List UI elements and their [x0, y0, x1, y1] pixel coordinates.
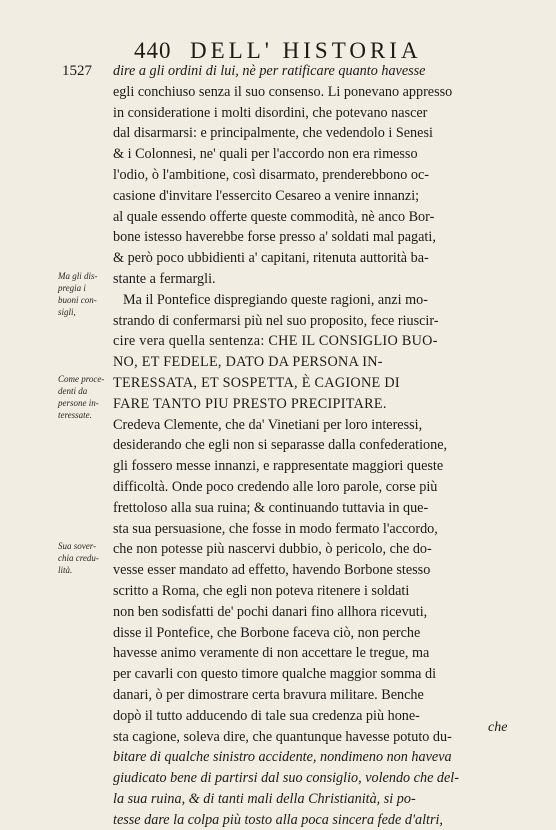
- text-line: difficoltà. Onde poco credendo alle loro parole, corse più: [113, 478, 438, 495]
- text-line: per cavarli con questo timore qualche maggior somma di: [113, 666, 437, 683]
- text-line: scritto a Roma, che egli non poteva ritenere i soldati: [113, 582, 410, 599]
- marginal-year: 1527: [62, 63, 92, 79]
- text-line: vesse esser mandato ad effetto, havendo Borbone stesso: [113, 562, 431, 579]
- marginal-note-line: chia credu-: [58, 553, 99, 563]
- running-title: DELL' HISTORIA: [190, 38, 422, 63]
- text-line: sta cagione, soleva dire, che quantunque havesse potuto du-: [113, 728, 452, 745]
- text-line: desiderando che egli non si separasse dalla confederatione,: [113, 437, 448, 454]
- text-line: tesse dare la colpa più tosto alla poca sincera fede d'altri,: [113, 811, 443, 828]
- marginal-note-line: Come proce-: [58, 374, 105, 384]
- marginal-note-line: Sua sover-: [58, 541, 97, 551]
- text-line: danari, ò per dimostrare certa bravura militare. Benche: [113, 686, 424, 703]
- marginal-note-line: pregia i: [58, 283, 86, 293]
- text-line: strando di confermarsi più nel suo proposito, fece riuscir-: [113, 312, 439, 329]
- marginal-note: [58, 270, 98, 318]
- text-line: egli conchiuso senza il suo consenso. Li ponevano appresso: [113, 83, 453, 100]
- marginal-note-line: teressate.: [58, 410, 92, 420]
- marginal-note-line: lità.: [58, 565, 73, 575]
- text-line: stante a fermargli.: [113, 270, 216, 287]
- text-line: gli fossero messe innanzi, e rappresentate maggiori queste: [113, 458, 444, 475]
- text-line: dal disarmarsi: e principalmente, che vedendolo i Senesi: [113, 125, 433, 142]
- body-text: [113, 61, 533, 830]
- text-line: & però poco ubbidienti a' capitani, ritenuta auttorità ba-: [113, 250, 429, 267]
- text-line: frettoloso alla sua ruina; & continuando tuttavia in que-: [113, 499, 429, 516]
- text-line: non ben sodisfatti de' pochi danari fino allhora ricevuti,: [113, 603, 428, 620]
- text-line: cire vera quella sentenza: CHE IL CONSIGLIO BUO-: [113, 333, 438, 350]
- marginal-note-line: buoni con-: [58, 295, 97, 305]
- text-line: & i Colonnesi, ne' quali per l'accordo non era rimesso: [113, 146, 418, 163]
- text-line: Credeva Clemente, che da' Vinetiani per loro interessi,: [113, 416, 423, 433]
- text-line: NO, ET FEDELE, DATO DA PERSONA IN-: [113, 354, 383, 371]
- catchword: che: [488, 720, 508, 735]
- text-line: disse il Pontefice, che Borbone faceva ciò, non perche: [113, 624, 421, 641]
- page-number: 440: [134, 38, 172, 63]
- text-line: Ma il Pontefice dispregiando queste ragioni, anzi mo-: [123, 291, 428, 308]
- text-line: giudicato bene di partirsi dal suo consiglio, volendo che del-: [113, 770, 459, 787]
- marginal-note-line: sigli,: [58, 307, 76, 317]
- text-line: l'odio, ò l'ambitione, così disarmato, prenderebbono oc-: [113, 166, 429, 183]
- marginal-note-line: denti da: [58, 386, 88, 396]
- text-line: dopò il tutto adducendo di tale sua credenza più hone-: [113, 707, 420, 724]
- marginal-note-line: persone in-: [58, 398, 99, 408]
- text-line: bitare di qualche sinistro accidente, nondimeno non haveva: [113, 749, 452, 766]
- text-line: TERESSATA, ET SOSPETTA, È CAGIONE DI: [113, 374, 400, 391]
- text-line: sta sua persuasione, che fosse in modo fermato l'accordo,: [113, 520, 438, 537]
- text-line: dire a gli ordini di lui, nè per ratificare quanto havesse: [113, 63, 426, 79]
- text-line: al quale essendo offerte queste commodità, nè anco Bor-: [113, 208, 435, 225]
- text-line: in consideratione i molti disordini, che potevano nascer: [113, 104, 428, 121]
- text-line: che non potesse più nascervi dubbio, ò pericolo, che do-: [113, 541, 432, 558]
- text-line: la sua ruina, & di tanti mali della Christianità, si po-: [113, 790, 416, 807]
- text-line: bone istesso haverebbe forse presso a' soldati mal pagati,: [113, 229, 436, 246]
- marginal-note: [58, 373, 104, 421]
- text-line: casione d'invitare l'essercito Cesareo a venire innanzi;: [113, 187, 420, 204]
- text-line: FARE TANTO PIU PRESTO PRECIPITARE.: [113, 395, 387, 412]
- text-line: havesse animo veramente di non accettare le tregue, ma: [113, 645, 430, 662]
- marginal-note: [58, 540, 99, 576]
- marginal-note-line: Ma gli dis-: [58, 271, 98, 281]
